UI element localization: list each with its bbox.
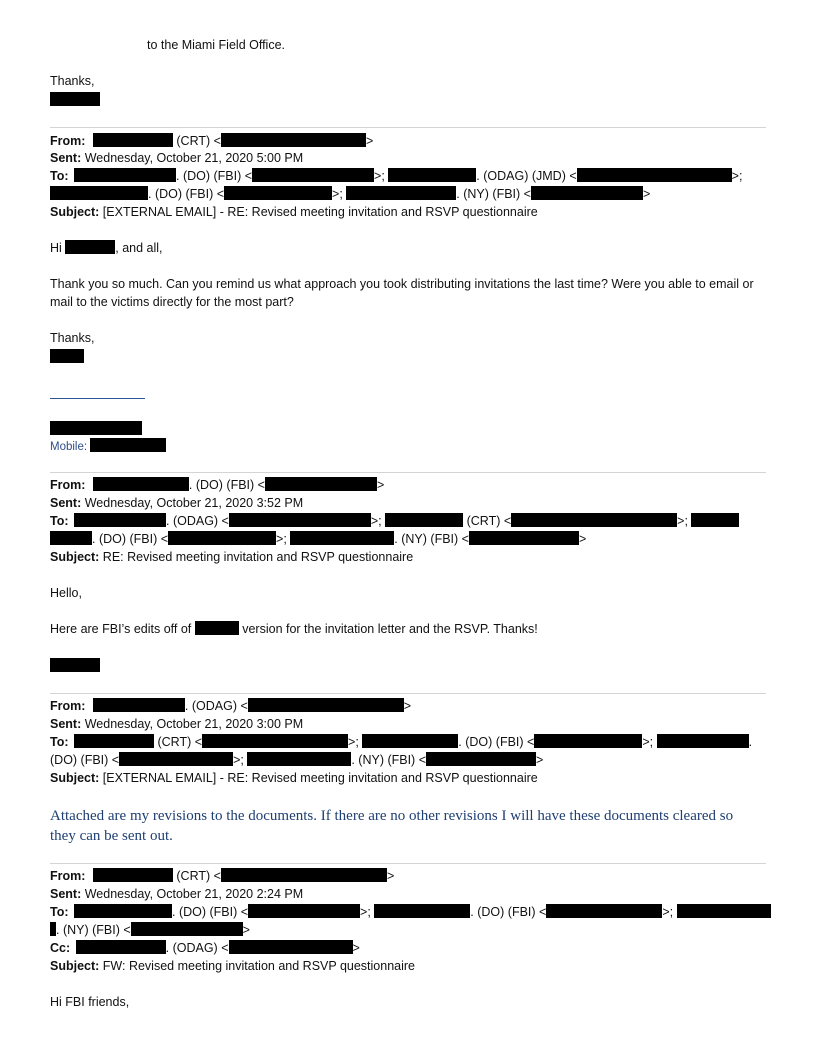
email-sent (50, 886, 303, 902)
redaction (74, 904, 172, 918)
recipient-text: >; (677, 514, 692, 528)
from-label: From: (50, 478, 86, 492)
recipient-text: > (642, 187, 651, 201)
recipient-text: > (242, 923, 250, 937)
email-subject (50, 204, 538, 220)
redaction (657, 734, 749, 748)
recipient-text: >; (276, 532, 291, 546)
recipient-text: >; (360, 905, 375, 919)
redaction (131, 922, 243, 936)
redaction (50, 421, 142, 435)
recipient-text: > (536, 753, 544, 767)
sent-date: Wednesday, October 21, 2020 2:24 PM (84, 887, 304, 901)
subject-label: Subject: (50, 771, 100, 785)
from-detail: . (DO) (FBI) < (188, 478, 265, 492)
recipient-text: . (ODAG) (JMD) < (476, 169, 577, 183)
redaction (577, 168, 732, 182)
redaction (119, 752, 233, 766)
subject-label: Subject: (50, 959, 100, 973)
redaction (74, 168, 176, 182)
redaction (74, 734, 154, 748)
subject-text: FW: Revised meeting invitation and RSVP questionnaire (102, 959, 416, 973)
email-subject (50, 770, 538, 786)
redaction (195, 621, 239, 635)
redaction (93, 868, 173, 882)
redaction (265, 477, 377, 491)
greeting-text: , and all, (115, 241, 163, 255)
recipient-text: . (DO) (FBI) < (458, 735, 535, 749)
redaction (93, 133, 173, 147)
from-detail: (CRT) < (172, 869, 221, 883)
recipient-text: >; (374, 169, 389, 183)
redaction (531, 186, 643, 200)
redaction (511, 513, 677, 527)
recipient-text: > (578, 532, 587, 546)
redaction (374, 904, 470, 918)
redaction (50, 531, 92, 545)
recipient-text: . (NY) (FBI) < (456, 187, 531, 201)
email-from (50, 477, 384, 493)
thanks-text: Thanks, (50, 331, 95, 345)
redaction (50, 658, 100, 672)
divider (50, 472, 766, 473)
from-detail: > (403, 699, 412, 713)
recipient-text: . (ODAG) < (166, 514, 229, 528)
recipient-text: . (DO) (FBI) < (470, 905, 547, 919)
from-detail: > (365, 134, 374, 148)
email-to (50, 513, 739, 529)
redaction (76, 940, 166, 954)
recipient-text: (DO) (FBI) < (50, 753, 120, 767)
recipient-text: . (DO) (FBI) < (148, 187, 225, 201)
sent-date: Wednesday, October 21, 2020 5:00 PM (84, 151, 304, 165)
continued-text: to the Miami Field Office. (147, 38, 286, 52)
thanks-text: Thanks, (50, 74, 95, 88)
subject-text: [EXTERNAL EMAIL] - RE: Revised meeting invitation and RSVP questionnaire (102, 771, 538, 785)
body-text: Here are FBI’s edits off of (50, 622, 195, 636)
redaction (248, 698, 404, 712)
redaction (90, 438, 166, 452)
redaction (385, 513, 463, 527)
subject-text: [EXTERNAL EMAIL] - RE: Revised meeting invitation and RSVP questionnaire (102, 205, 538, 219)
redaction (202, 734, 348, 748)
email-to (50, 168, 742, 184)
recipient-text: . (DO) (FBI) < (92, 532, 169, 546)
recipient-text: >; (642, 735, 657, 749)
redaction (224, 186, 332, 200)
email-subject (50, 958, 415, 974)
sent-label: Sent: (50, 496, 82, 510)
sent-label: Sent: (50, 151, 82, 165)
subject-text: RE: Revised meeting invitation and RSVP questionnaire (102, 550, 414, 564)
recipient-text: . (NY) (FBI) < (351, 753, 426, 767)
greeting (50, 240, 163, 256)
redaction (426, 752, 536, 766)
email-body (50, 621, 538, 637)
redaction (50, 186, 148, 200)
redaction (93, 698, 185, 712)
redaction (290, 531, 394, 545)
email-cc (50, 940, 360, 956)
recipient-text: . (DO) (FBI) < (172, 905, 249, 919)
mobile-line (50, 438, 166, 455)
redaction (546, 904, 662, 918)
to-label: To: (50, 514, 69, 528)
subject-label: Subject: (50, 550, 100, 564)
email-to-continued (50, 186, 650, 202)
divider (50, 127, 766, 128)
recipient-text: . (DO) (FBI) < (176, 169, 253, 183)
redaction (74, 513, 166, 527)
from-detail: . (ODAG) < (184, 699, 248, 713)
email-sent (50, 716, 303, 732)
email-body: Attached are my revisions to the documents. If there are no other revisions I will have these documents cleared so they can be sent out. (50, 808, 734, 844)
cc-label: Cc: (50, 941, 71, 955)
redaction (93, 477, 189, 491)
redaction (65, 240, 115, 254)
recipient-text: . (NY) (FBI) < (394, 532, 469, 546)
from-label: From: (50, 699, 86, 713)
email-from (50, 698, 411, 714)
redaction (346, 186, 456, 200)
redaction (221, 133, 366, 147)
recipient-text: >; (662, 905, 677, 919)
sent-label: Sent: (50, 887, 82, 901)
email-from (50, 133, 373, 149)
redaction (362, 734, 458, 748)
recipient-text: >; (233, 753, 248, 767)
sent-date: Wednesday, October 21, 2020 3:52 PM (84, 496, 304, 510)
recipient-text: >; (348, 735, 363, 749)
subject-label: Subject: (50, 205, 100, 219)
from-detail: > (376, 478, 385, 492)
signature-line (50, 398, 145, 399)
to-label: To: (50, 735, 69, 749)
redaction (691, 513, 739, 527)
email-to (50, 734, 752, 750)
email-sent (50, 150, 303, 166)
from-detail: (CRT) < (172, 134, 221, 148)
recipient-text: >; (370, 514, 386, 528)
redaction (50, 92, 100, 106)
from-label: From: (50, 869, 86, 883)
sent-label: Sent: (50, 717, 82, 731)
greeting: Hello, (50, 586, 82, 600)
recipient-text: . (NY) (FBI) < (56, 923, 131, 937)
redaction (50, 349, 84, 363)
email-subject (50, 549, 413, 565)
from-label: From: (50, 134, 86, 148)
divider (50, 863, 766, 864)
recipient-text: (CRT) < (463, 514, 512, 528)
email-sent (50, 495, 303, 511)
redaction (252, 168, 374, 182)
redaction (677, 904, 771, 918)
email-to-continued (50, 752, 543, 768)
redaction (229, 513, 371, 527)
from-detail: > (386, 869, 395, 883)
redaction (248, 904, 360, 918)
divider (50, 693, 766, 694)
to-label: To: (50, 905, 69, 919)
email-body: Thank you so much. Can you remind us what approach you took distributing invitations the last time? Were you able to email or mail to the victims directly for the most part? (50, 277, 754, 309)
redaction (168, 531, 276, 545)
mobile-label: Mobile: (50, 441, 91, 453)
recipient-text: > (352, 941, 360, 955)
sent-date: Wednesday, October 21, 2020 3:00 PM (84, 717, 304, 731)
greeting: Hi FBI friends, (50, 995, 130, 1009)
redaction (247, 752, 351, 766)
email-to-continued (50, 531, 586, 547)
to-label: To: (50, 169, 69, 183)
recipient-text: >; (731, 169, 743, 183)
email-from (50, 868, 394, 884)
recipient-text: >; (332, 187, 347, 201)
redaction (388, 168, 476, 182)
email-to (50, 904, 771, 920)
recipient-text: (CRT) < (154, 735, 203, 749)
greeting-text: Hi (50, 241, 66, 255)
redaction (469, 531, 579, 545)
redaction (534, 734, 642, 748)
email-to-continued (50, 922, 250, 938)
recipient-text: . (ODAG) < (165, 941, 229, 955)
body-text: version for the invitation letter and the RSVP. Thanks! (238, 622, 538, 636)
recipient-text: . (748, 735, 753, 749)
redaction (229, 940, 353, 954)
redaction (221, 868, 387, 882)
